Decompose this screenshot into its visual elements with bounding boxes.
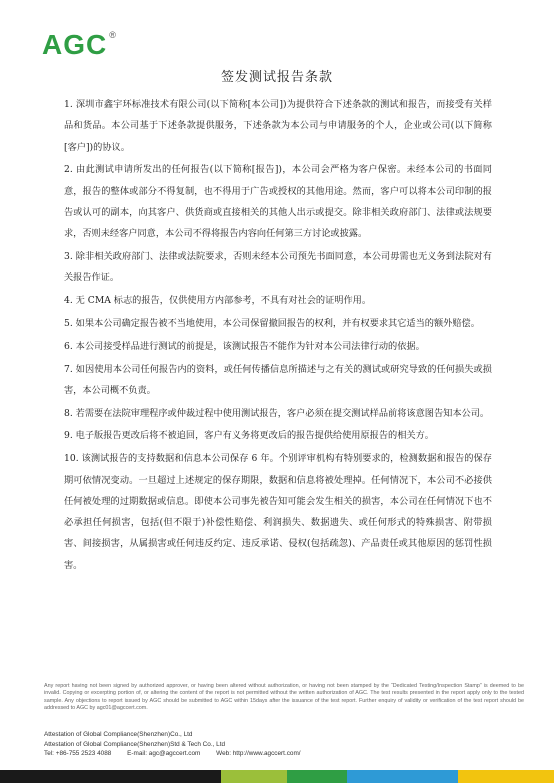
document-title: 签发测试报告条款 [220, 70, 333, 85]
term-item: 1. 深圳市鑫宇环标准技术有限公司(以下简称[本公司])为提供符合下述条款的测试和报告，而接受有关样品和货品。本公司基于下述条款提供服务，下述条款为本公司与申请服务的个人，企业或公司(以下简称[客户])的协议。 [64, 99, 492, 153]
term-item: 5. 如果本公司确定报告被不当地使用，本公司保留撤回报告的权利，并有权要求其它适当的额外赔偿。 [64, 317, 480, 329]
term-item: 8. 若需要在法院审理程序或仲裁过程中使用测试报告，客户必须在提交测试样品前将该意图告知本公司。 [64, 407, 490, 419]
term-item: 3. 除非相关政府部门、法律或法院要求，否则未经本公司预先书面同意，本公司毋需也无义务到法院对有关报告作证。 [64, 251, 492, 284]
color-segment [347, 770, 458, 783]
term-item: 4. 无 CMA 标志的报告，仅供使用方内部参考，不具有对社会的证明作用。 [64, 295, 372, 307]
color-segment [221, 770, 287, 783]
term-item: 10. 该测试报告的支持数据和信息本公司保存 6 年。个别评审机构有特别要求的，检测数据和报告的保存期可依情况变动。一旦超过上述规定的保存期限，数据和信息将被处理掉。任何情况下，本公司不必接供任何被处理的过期数据或信息。即使本公司事先被告知可能会发生相关的损害，本公司在任何情况下也不必承担任何损害，包括(但不限于)补偿性赔偿、利润损失、数据遗失、或任何形式的特殊损害、附带损害、间接损害，从属损害或任何违反约定、违反承诺、侵权(包括疏忽)、产品责任或其他原因的惩罚性损害。 [64, 453, 492, 571]
logo-text: AGC [42, 29, 108, 60]
term-item: 2. 由此测试申请所发出的任何报告(以下简称[报告])，本公司会严格为客户保密。未经本公司的书面同意，报告的整体或部分不得复制，也不得用于广告或授权的其他用途。然而，客户可以将本公司印制的报告或认可的副本，向其客户、供货商或直接相关的其他人出示或提交。除非相关政府部门、法律或法规要求，否则未经客户同意，本公司不得将报告内容向任何第三方讨论或披露。 [64, 164, 492, 240]
email: E-mail: agc@agccert.com [127, 750, 201, 758]
telephone: Tel: +86-755 2523 4088 [44, 750, 112, 758]
contact-line [44, 749, 315, 759]
agc-logo [42, 30, 116, 64]
footer-contact-block [44, 730, 315, 759]
attestation-line-2: Attestation of Global Compliance(Shenzhen)Std & Tech Co., Ltd [44, 740, 226, 748]
term-item: 7. 如因使用本公司任何报告内的资料，或任何传播信息所描述与之有关的测试或研究导致的任何损失或损害，本公司概不负责。 [64, 363, 492, 396]
website: Web: http://www.agccert.com/ [216, 750, 301, 758]
term-item: 6. 本公司接受样品进行测试的前提是，该测试报告不能作为针对本公司法律行动的依据。 [64, 340, 425, 352]
color-segment [458, 770, 554, 783]
color-segment [287, 770, 347, 783]
attestation-line-1: Attestation of Global Compliance(Shenzhen)Co., Ltd [44, 731, 193, 738]
registered-mark: ® [109, 30, 116, 40]
footer-disclaimer: Any report having not been signed by authorized approver, or having been altered without authorization, or having not been stamped by the “Dedicated Testing/Inspection Stamp” is deemed to be invalid. Copying or excerpting portion of, or altering the content of the report is not permitted without the written authorization of AGC. The test results presented in the report apply only to the tested sample. Any objections to report issued by AGC should be submitted to AGC within 15days after the issuance of the test report. Further enquiry of validity or verification of the test report should be addressed to AGC by agc01@agccert.com. [44, 683, 524, 712]
term-item: 9. 电子版报告更改后将不被追回，客户有义务将更改后的报告提供给使用原报告的相关方。 [64, 430, 434, 442]
terms-list [64, 94, 492, 578]
footer-color-bar [0, 770, 554, 783]
color-segment [0, 770, 221, 783]
